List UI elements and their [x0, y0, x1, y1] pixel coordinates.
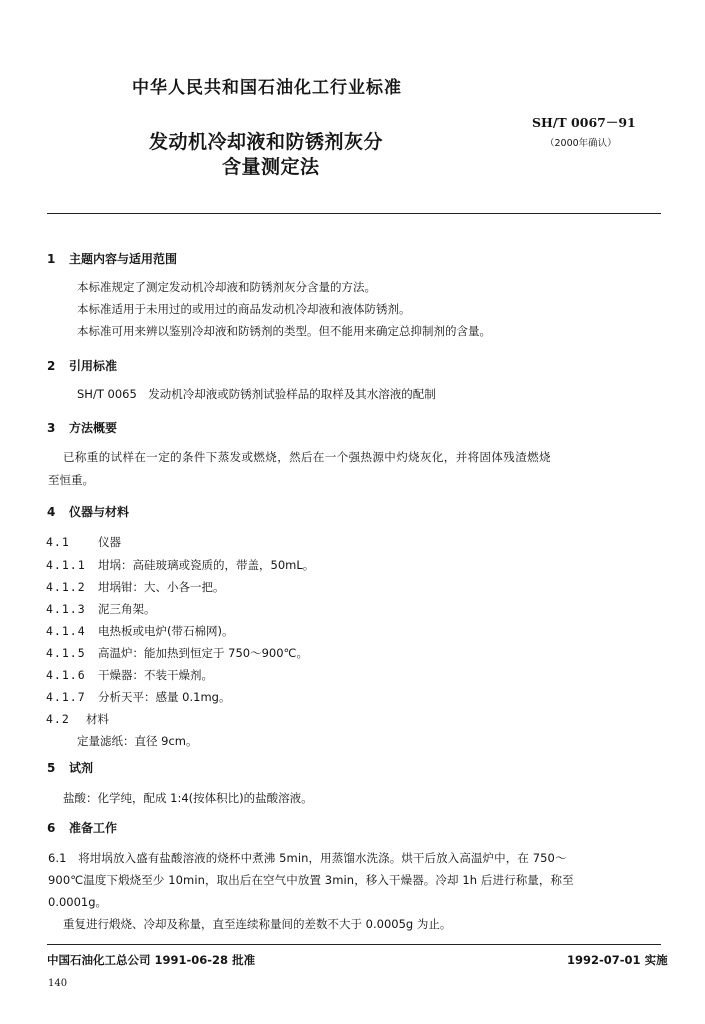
section-number: 3 [47, 421, 56, 435]
list-item [46, 711, 109, 727]
section-title: 试剂 [69, 761, 94, 775]
standard-code: SH/T 0067－91 [532, 115, 636, 130]
item-number: 4.1.6 [46, 668, 86, 682]
section-5-heading [47, 759, 93, 776]
list-item [46, 601, 156, 617]
item-number: 4.1.1 [46, 558, 86, 572]
section-6-heading [47, 819, 117, 836]
item-text: 泥三角架。 [98, 602, 156, 616]
paragraph: 已称重的试样在一定的条件下蒸发或燃烧，然后在一个强热源中灼烧灰化，并将固体残渣燃烧 [63, 450, 551, 464]
footer-divider [47, 944, 661, 945]
list-item [46, 689, 230, 705]
item-text: 干燥器：不装干燥剂。 [98, 668, 213, 682]
document-title-line1: 发动机冷却液和防锈剂灰分 [149, 131, 384, 153]
section-title: 主题内容与适用范围 [69, 252, 178, 266]
item-number: 4.1.4 [46, 624, 86, 638]
item-text: 电热板或电炉(带石棉网)。 [98, 624, 234, 638]
reference-standard: SH/T 0065 发动机冷却液或防锈剂试验样品的取样及其水溶液的配制 [77, 387, 436, 401]
paragraph: 本标准可用来辨以鉴别冷却液和防锈剂的类型。但不能用来确定总抑制剂的含量。 [77, 324, 491, 338]
confirmation-note: （2000年确认） [545, 138, 617, 149]
paragraph: 6.1 将坩埚放入盛有盐酸溶液的烧杯中煮沸 5min，用蒸馏水洗涤。烘干后放入高温炉中，在 750～ [48, 851, 567, 865]
item-number: 4.1.2 [46, 580, 86, 594]
paragraph: 900℃温度下煅烧至少 10min，取出后在空气中放置 3min，移入干燥器。冷却 1h 后进行称量，称至 [48, 873, 574, 887]
section-number: 6 [47, 821, 56, 835]
list-item [46, 667, 213, 683]
item-text: 分析天平：感量 0.1mg。 [98, 690, 231, 704]
list-item [46, 579, 225, 595]
paragraph: 本标准适用于未用过的或用过的商品发动机冷却液和液体防锈剂。 [77, 302, 411, 316]
issuing-organization: 中华人民共和国石油化工行业标准 [132, 78, 402, 98]
section-number: 5 [47, 761, 56, 775]
list-item [46, 557, 314, 573]
section-number: 1 [47, 252, 56, 266]
approval-date: 中国石油化工总公司 1991-06-28 批准 [47, 953, 256, 967]
document-title-line2: 含量测定法 [222, 156, 320, 178]
item-text: 仪器 [98, 535, 121, 549]
effective-date: 1992-07-01 实施 [567, 953, 668, 967]
paragraph: 0.0001g。 [48, 895, 108, 909]
section-4-heading [47, 503, 129, 520]
item-number: 4.1.5 [46, 646, 86, 660]
paragraph: 盐酸：化学纯，配成 1:4(按体积比)的盐酸溶液。 [63, 791, 313, 805]
list-item [46, 623, 233, 639]
section-1-heading [47, 250, 177, 267]
item-number: 4.2 [46, 712, 70, 726]
header-divider [47, 213, 661, 214]
item-number: 4.1.3 [46, 602, 86, 616]
paragraph: 至恒重。 [48, 473, 94, 487]
item-number: 4.1 [46, 535, 70, 549]
section-title: 准备工作 [69, 821, 118, 835]
paragraph: 本标准规定了测定发动机冷却液和防锈剂灰分含量的方法。 [77, 280, 376, 294]
item-text: 坩埚钳：大、小各一把。 [98, 580, 225, 594]
item-text: 高温炉：能加热到恒定于 750～900℃。 [98, 646, 308, 660]
section-3-heading [47, 419, 117, 436]
material-filter-paper: 定量滤纸：直径 9cm。 [77, 734, 198, 748]
list-item [46, 645, 308, 661]
paragraph: 重复进行煅烧、冷却及称量，直至连续称量间的差数不大于 0.0005g 为止。 [63, 917, 452, 931]
item-number: 4.1.7 [46, 690, 86, 704]
section-number: 2 [47, 359, 56, 373]
section-title: 仪器与材料 [69, 505, 130, 519]
item-text: 坩埚：高硅玻璃或瓷质的，带盖，50mL。 [98, 558, 315, 572]
list-item [46, 534, 121, 550]
section-title: 引用标准 [69, 359, 118, 373]
section-number: 4 [47, 505, 56, 519]
section-title: 方法概要 [69, 421, 118, 435]
item-text: 材料 [86, 712, 109, 726]
page-number: 140 [48, 978, 68, 989]
section-2-heading [47, 357, 117, 374]
